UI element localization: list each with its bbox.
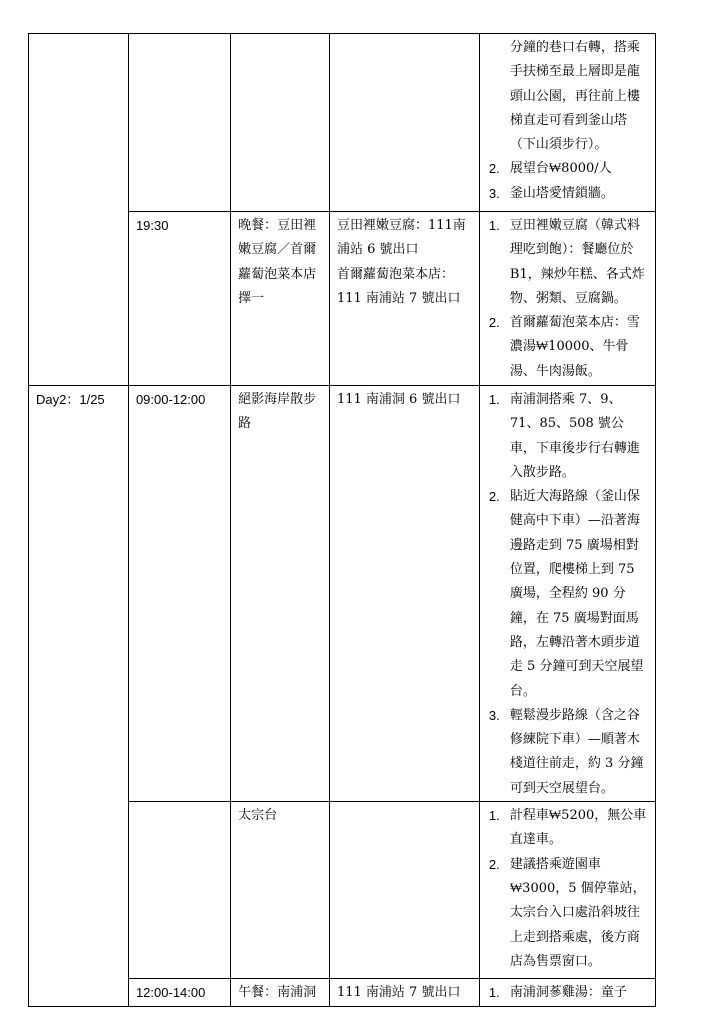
notes-list (487, 388, 649, 801)
day-cell (29, 34, 129, 386)
time-cell: 19:30 (128, 212, 230, 386)
table-row (29, 386, 656, 802)
list-item: 1. 豆田裡嫩豆腐（韓式料理吃到飽）：餐廳位於 B1，辣炒年糕、各式炸物、粥類、豆腐鍋。 (488, 218, 645, 306)
location-cell: 111 南浦洞 6 號出口 (329, 386, 479, 802)
activity-cell: 太宗台 (231, 802, 330, 979)
time-cell: 09:00-12:00 (128, 386, 230, 802)
activity-cell: 晚餐：豆田裡嫩豆腐／首爾蘿蔔泡菜本店擇一 (231, 212, 330, 386)
activity-cell: 午餐：南浦洞 (231, 979, 330, 1007)
location-cell: 111 南浦站 7 號出口 (329, 979, 479, 1007)
notes-cell (479, 979, 655, 1007)
location-cell: 豆田裡嫩豆腐：111南浦站 6 號出口 首爾蘿蔔泡菜本店：111 南浦站 7 號出口 (329, 212, 479, 386)
location-cell (329, 802, 479, 979)
activity-cell: 絕影海岸散步路 (231, 386, 330, 802)
activity-cell (231, 34, 330, 212)
notes-cell (479, 212, 655, 386)
notes-cell (479, 34, 655, 212)
location-cell (329, 34, 479, 212)
list-item: 3. 輕鬆漫步路線（含之谷修練院下車）—順著木棧道往前走，約 3 分鐘可到天空展望台。 (488, 707, 644, 796)
list-item: 2. 首爾蘿蔔泡菜本店：雪濃湯₩10000、牛骨湯、牛肉湯飯。 (488, 315, 640, 379)
notes-cell (479, 386, 655, 802)
itinerary-table (28, 33, 656, 1007)
notes-list (487, 214, 649, 384)
time-cell (128, 34, 230, 212)
list-item: 1. 南浦洞蔘雞湯：童子 (488, 985, 627, 1001)
time-cell: 12:00-14:00 (128, 979, 230, 1007)
list-item: 2. 建議搭乘遊園車₩3000，5 個停靠站，太宗台入口處沿斜坡往上走到搭乘處，後方商店為售票窗口。 (488, 856, 646, 969)
list-item: 2. 貼近大海路線（釜山保健高中下車）—沿著海邊路走到 75 廣場相對位置，爬樓梯上到 75 廣場，全程約 90 分鐘，在 75 廣場對面馬路，左轉沿著木頭步道走 5 分鐘可到天空展望台。 (488, 489, 644, 699)
list-item: 2. 展望台₩8000/人 (488, 161, 612, 177)
time-cell (128, 802, 230, 979)
list-item: 1. 南浦洞搭乘 7、9、71、85、508 號公車，下車後步行右轉進入散步路。 (488, 392, 640, 480)
list-item: 3. 釜山塔愛情鎖牆。 (488, 185, 614, 201)
table-row (29, 34, 656, 212)
notes-list (487, 804, 649, 974)
notes-list (487, 157, 649, 206)
note-continuation: 分鐘的巷口右轉，搭乘手扶梯至最上層即是龍頭山公園，再往前上樓梯直走可看到釜山塔（下山須步行）。 (509, 40, 640, 153)
day-cell: Day2：1/25 (29, 386, 129, 1007)
notes-list (487, 981, 649, 1005)
notes-cell (479, 802, 655, 979)
list-item: 1. 計程車₩5200，無公車直達車。 (488, 808, 647, 848)
